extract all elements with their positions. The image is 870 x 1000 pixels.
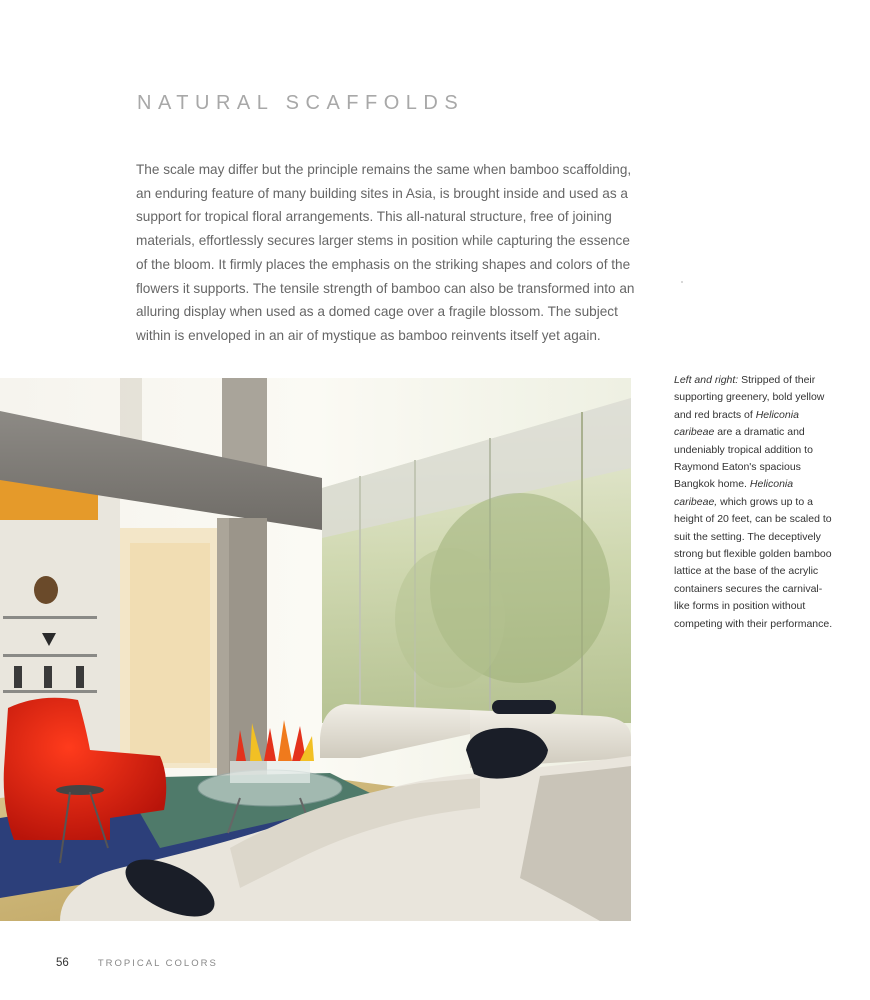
print-speck: [681, 281, 683, 283]
caption-species-1: Heliconia caribeae: [674, 408, 799, 439]
photo-caption: [674, 372, 834, 633]
living-room-photo: [0, 378, 631, 921]
page-footer: [56, 957, 218, 969]
page-number: 56: [56, 957, 69, 969]
caption-text-3: which grows up to a height of 20 feet, can be scaled to suit the setting. The deceptively strong but flexible golden bamboo lattice at the base of the acrylic containers secures the carnival-like forms in position without competing with their performance.: [674, 495, 833, 630]
caption-text-2: are a dramatic and undeniably tropical addition to Raymond Eaton's spacious Bangkok home.: [674, 426, 813, 491]
caption-species-2: Heliconia caribeae,: [674, 478, 794, 508]
caption-text-1: Stripped of their supporting greenery, bold yellow and red bracts of: [674, 374, 825, 421]
running-head: TROPICAL COLORS: [97, 958, 218, 969]
page-heading: NATURAL SCAFFOLDS: [137, 92, 465, 114]
body-paragraph: The scale may differ but the principle remains the same when bamboo scaffolding, an enduring feature of many building sites in Asia, is brought inside and used as a support for tropical floral arrangements. This all-natural structure, free of joining materials, effortlessly secures larger stems in position while capturing the essence of the bloom. It firmly places the emphasis on the striking shapes and colors of the flowers it supports. The tensile strength of bamboo can also be transformed into an alluring display when used as a domed cage over a fragile blossom. The subject within is enveloped in an air of mystique as bamboo reinvents itself yet again.: [136, 162, 635, 343]
caption-lead: Left and right:: [674, 374, 739, 386]
